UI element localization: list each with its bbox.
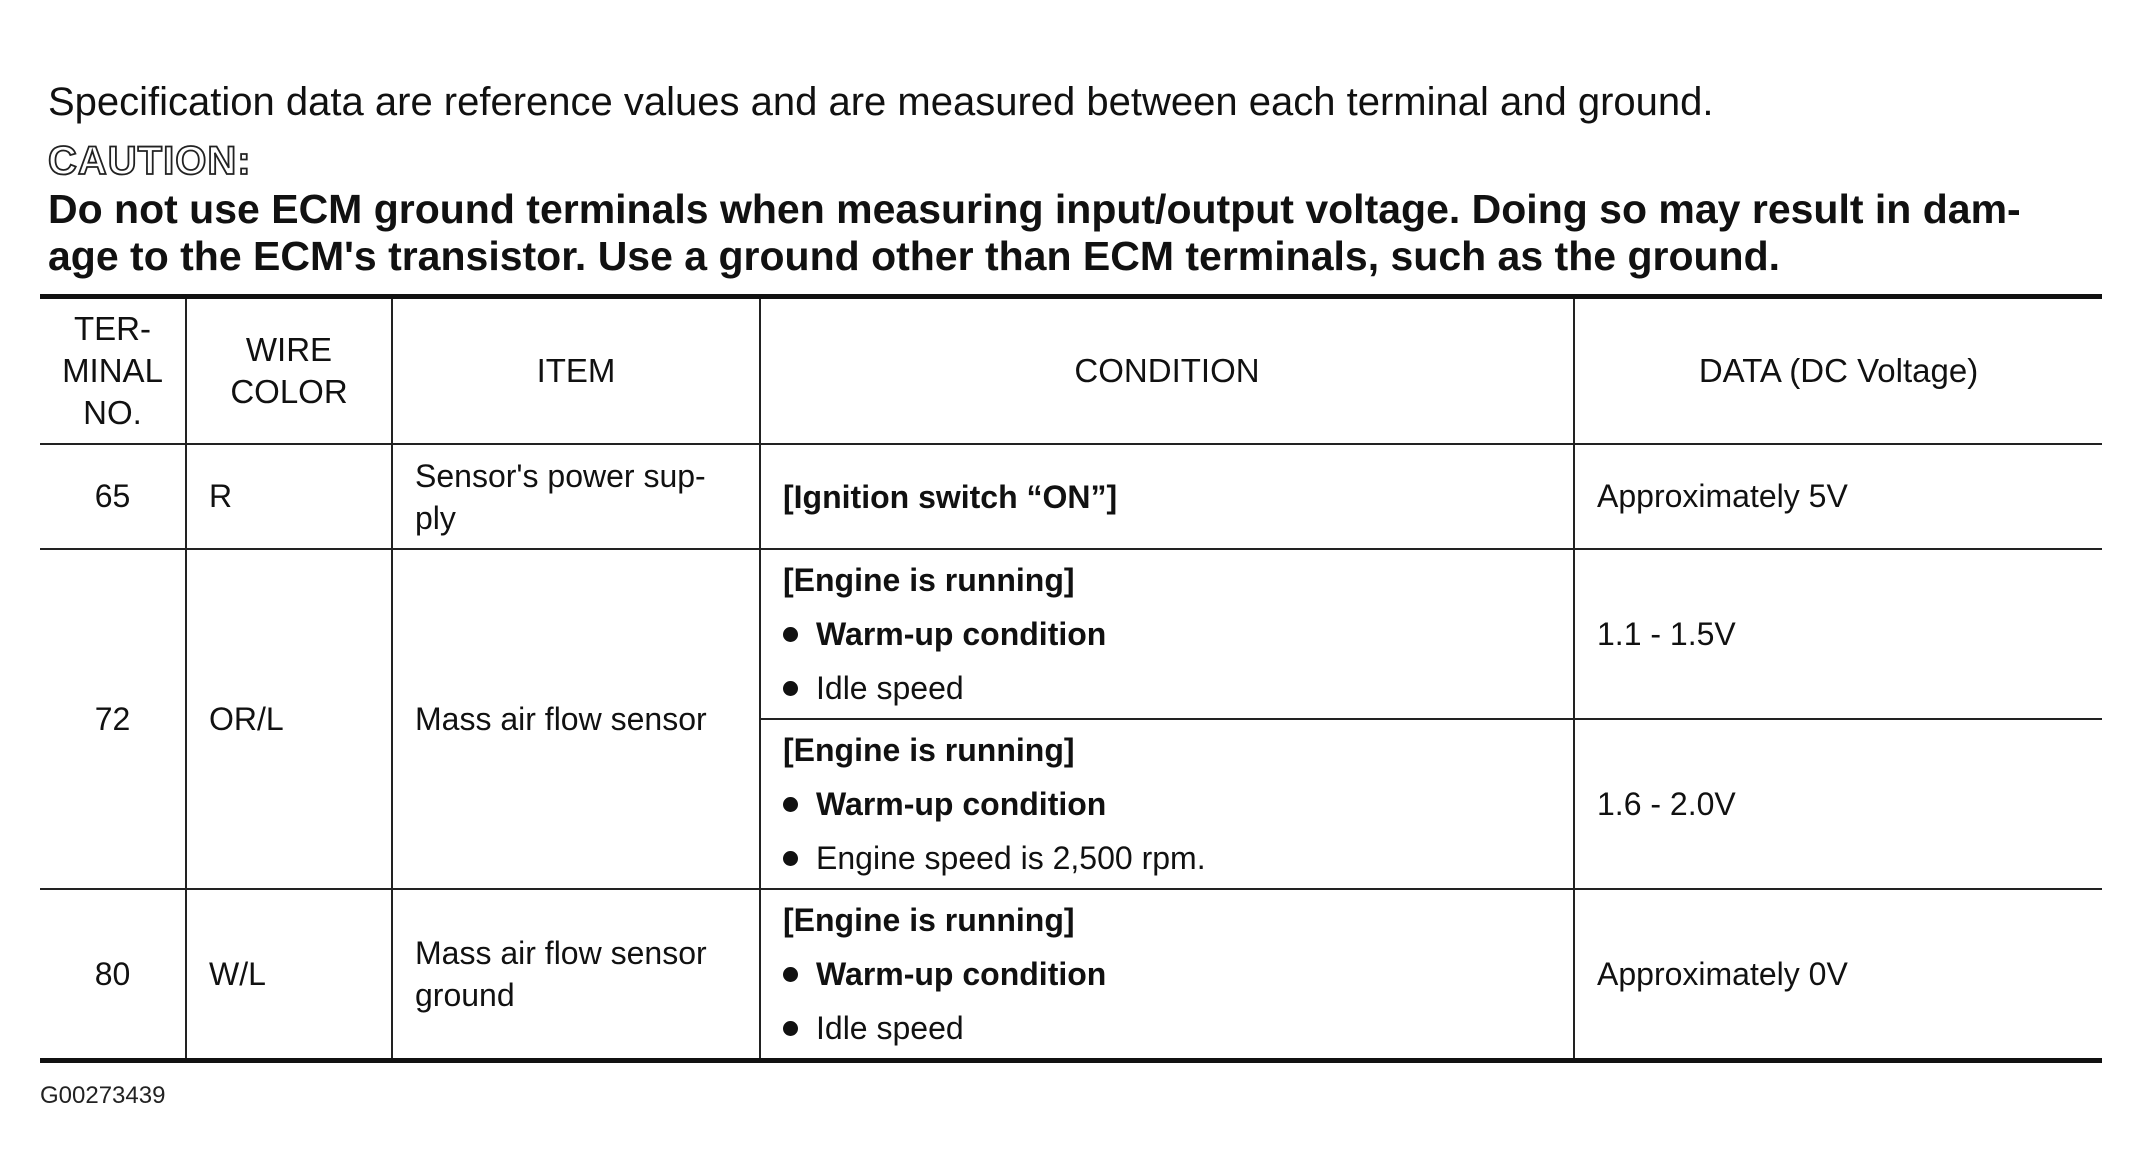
caution-line-2: age to the ECM's transistor. Use a ground other than ECM terminals, such as the ground.: [48, 233, 1781, 279]
condition-heading: [Engine is running]: [783, 902, 1075, 938]
item-name: Sensor's power sup- ply: [392, 444, 760, 549]
bullet-icon: [783, 851, 798, 866]
data-value: Approximately 0V: [1574, 889, 2102, 1061]
bullet-text: Warm-up condition: [816, 956, 1107, 992]
bullet-icon: [783, 797, 798, 812]
wire-color: W/L: [186, 889, 392, 1061]
condition-cell: [760, 549, 1574, 719]
condition-bullet: [783, 1001, 1573, 1055]
condition-cell: [760, 889, 1574, 1061]
header-data: DATA (DC Voltage): [1574, 297, 2102, 445]
condition-bullet: [783, 661, 1573, 715]
bullet-text: Idle speed: [816, 670, 964, 706]
condition-bullet: [783, 831, 1573, 885]
data-value: 1.6 - 2.0V: [1574, 719, 2102, 889]
intro-text: Specification data are reference values and are measured between each terminal and ground.: [48, 80, 1714, 124]
data-value: 1.1 - 1.5V: [1574, 549, 2102, 719]
terminal-number: 72: [40, 549, 186, 889]
condition-heading: [Engine is running]: [783, 732, 1075, 768]
data-value: Approximately 5V: [1574, 444, 2102, 549]
item-name: Mass air flow sensor ground: [392, 889, 760, 1061]
figure-id: G00273439: [40, 1082, 166, 1109]
bullet-icon: [783, 967, 798, 982]
caution-label: CAUTION:: [48, 139, 252, 183]
table-row-80: [40, 889, 2102, 1061]
condition-heading: [Ignition switch “ON”]: [760, 444, 1574, 549]
terminal-number: 80: [40, 889, 186, 1061]
table-header-row: [40, 297, 2102, 445]
condition-bullet: [783, 607, 1573, 661]
wire-color: R: [186, 444, 392, 549]
caution-text: [48, 186, 2108, 280]
header-condition: CONDITION: [760, 297, 1574, 445]
header-wire-color: WIRE COLOR: [186, 297, 392, 445]
bullet-text: Idle speed: [816, 1010, 964, 1046]
header-item: ITEM: [392, 297, 760, 445]
terminal-spec-table: [40, 294, 2102, 1063]
bullet-icon: [783, 681, 798, 696]
table-row-72-idle: [40, 549, 2102, 719]
wire-color: OR/L: [186, 549, 392, 889]
condition-bullet: [783, 947, 1573, 1001]
table-row-65: [40, 444, 2102, 549]
condition-heading: [Engine is running]: [783, 562, 1075, 598]
terminal-number: 65: [40, 444, 186, 549]
bullet-text: Warm-up condition: [816, 786, 1107, 822]
bullet-text: Warm-up condition: [816, 616, 1107, 652]
item-name: Mass air flow sensor: [392, 549, 760, 889]
condition-cell: [760, 719, 1574, 889]
bullet-text: Engine speed is 2,500 rpm.: [816, 840, 1206, 876]
condition-bullet: [783, 777, 1573, 831]
bullet-icon: [783, 627, 798, 642]
bullet-icon: [783, 1021, 798, 1036]
header-terminal-no: TER- MINAL NO.: [40, 297, 186, 445]
caution-line-1: Do not use ECM ground terminals when measuring input/output voltage. Doing so may result in dam-: [48, 186, 2021, 232]
